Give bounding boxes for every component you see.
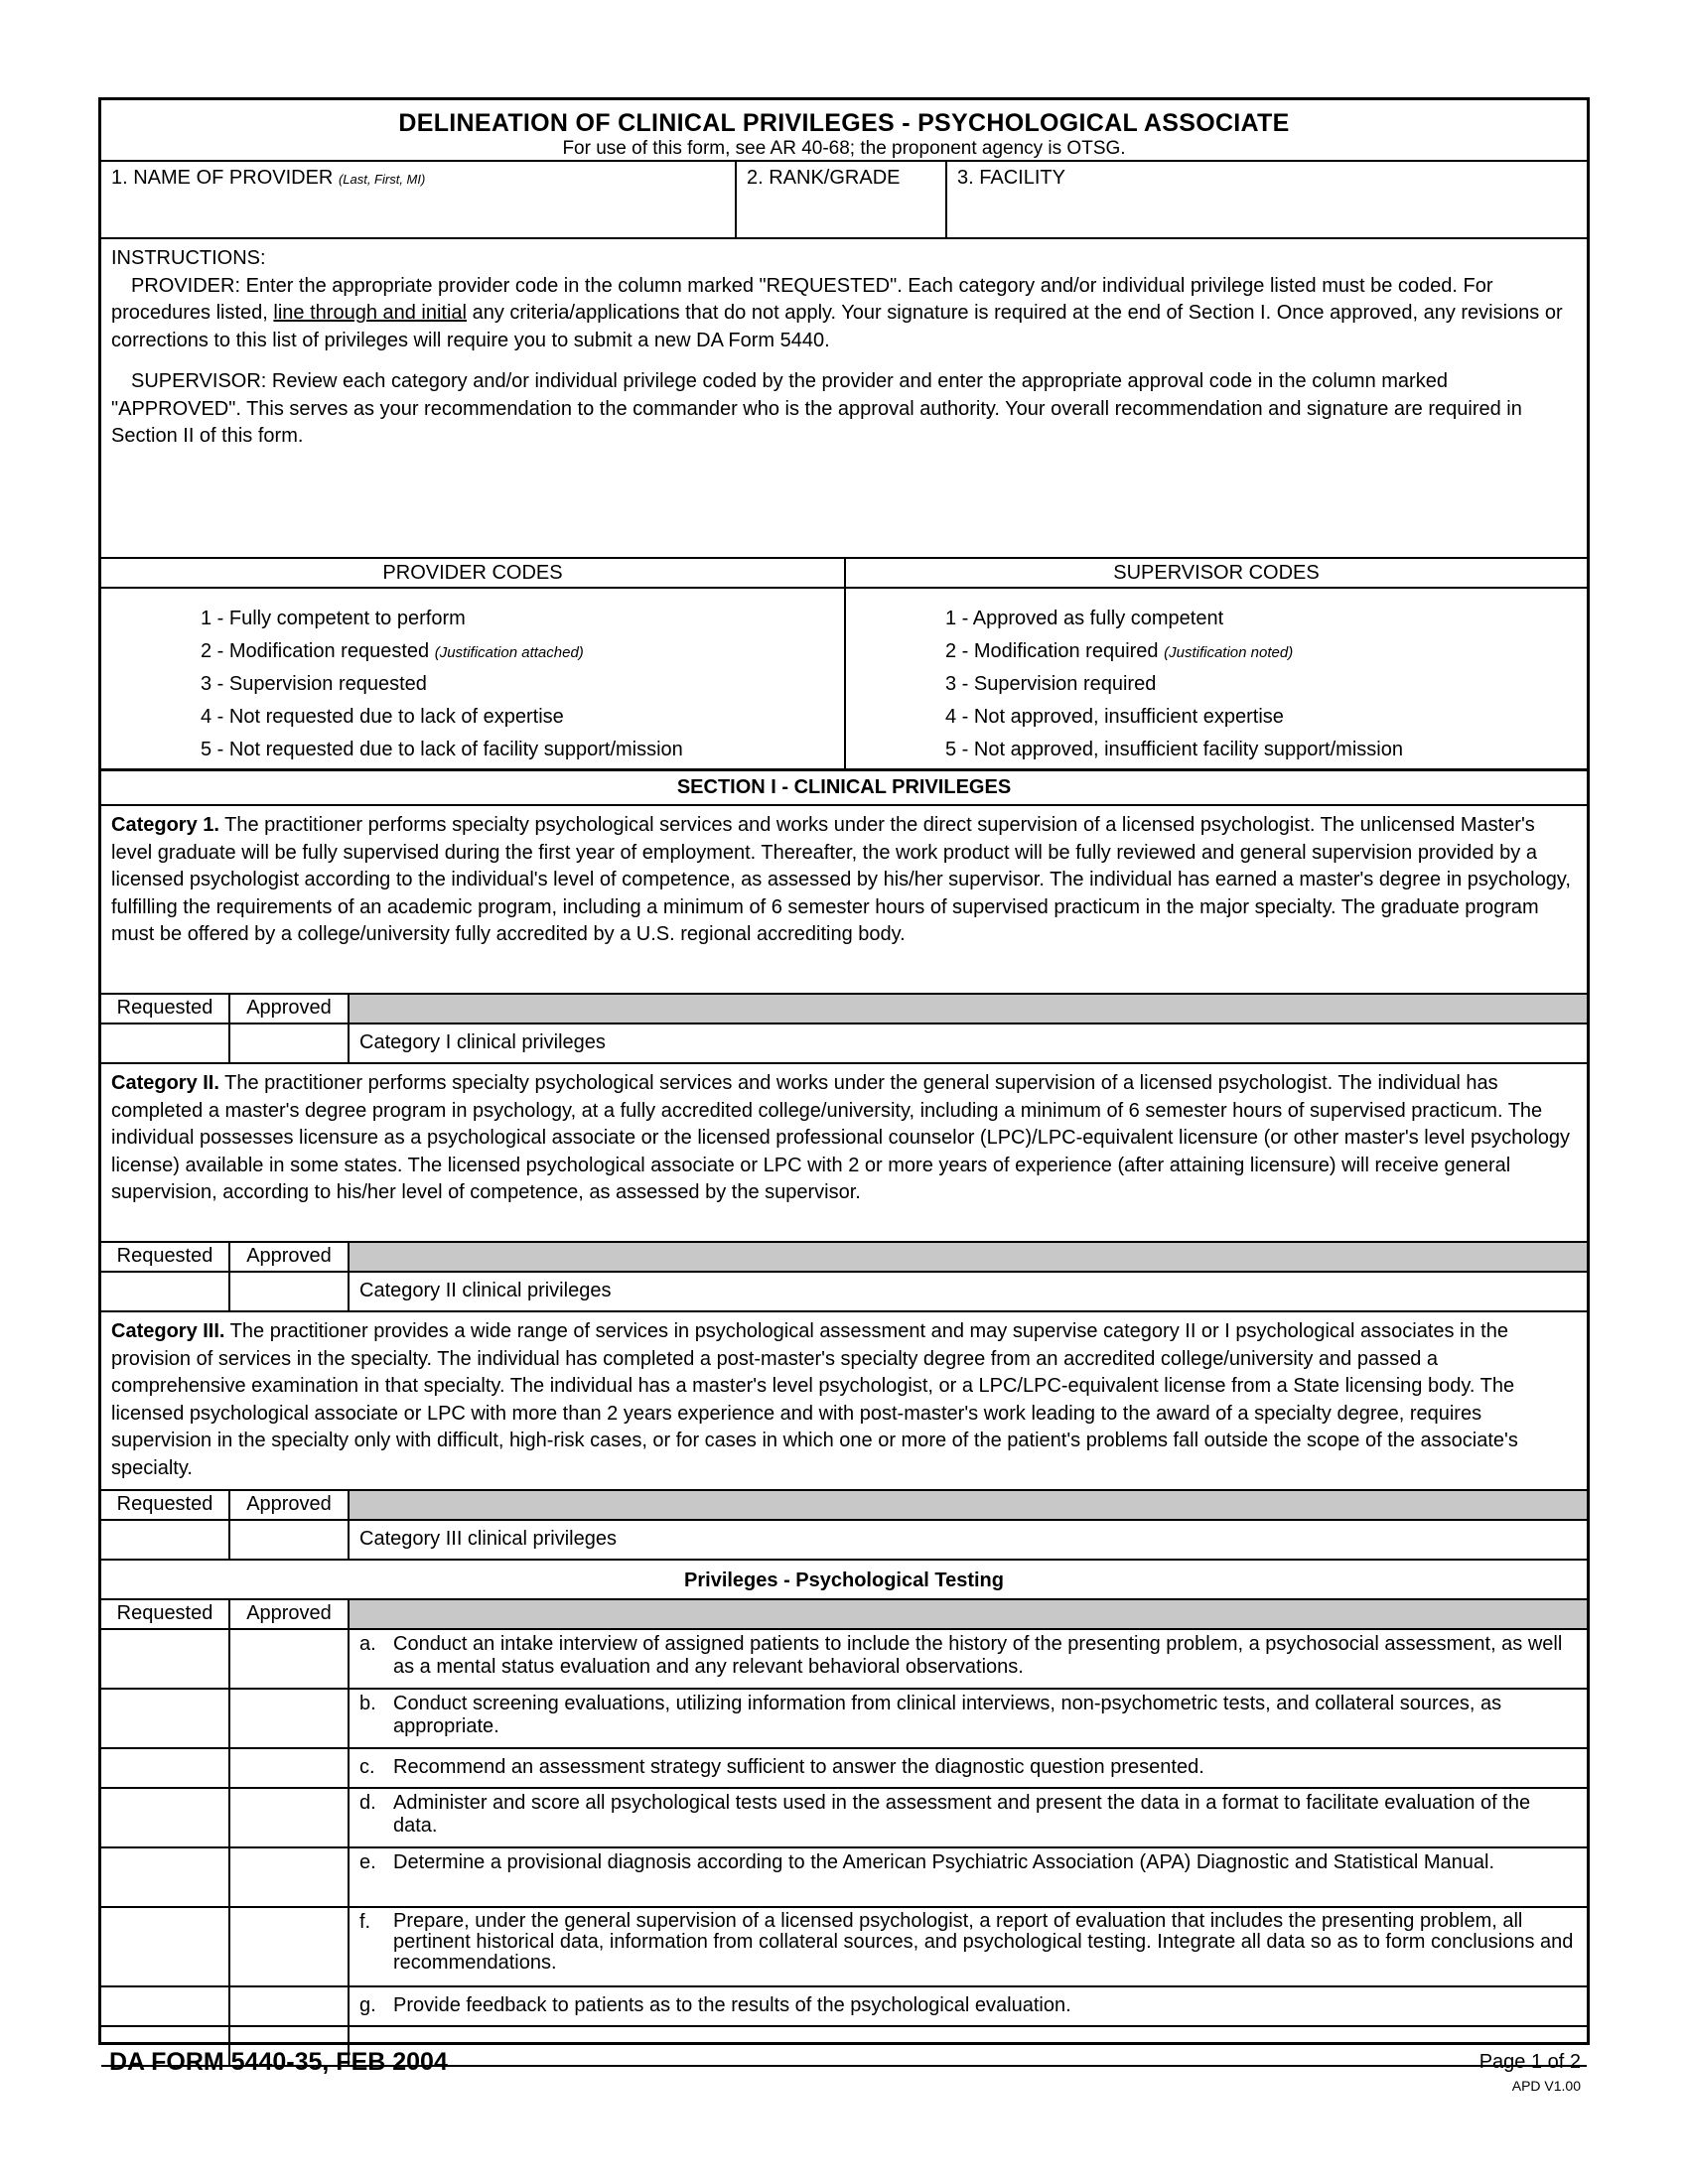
provider-code-1: 1 - Fully competent to perform xyxy=(201,608,466,629)
supervisor-codes-list xyxy=(846,589,1587,768)
cat2-privilege-row xyxy=(101,1273,1587,1312)
category-2-text: The practitioner performs specialty psychological services and works under the general supervision of a licensed psychologist. The individual has completed a master's degree program in psychology, at a fully accredited college/university, including a minimum of 6 semester hours of supervised practicum. The individual possesses licensure as a psychological associate or the licensed professional counselor (LPC)/LPC-equivalent licensure (or other master's level psychology license) available in some states. The licensed psychological associate or LPC with 2 or more years of experience (after attaining licensure) will receive general supervision, according to his/her level of competence, as assessed by the supervisor. xyxy=(111,1072,1571,1203)
provider-code-3: 3 - Supervision requested xyxy=(201,673,427,695)
item-a-text: Conduct an intake interview of assigned patients to include the history of the presenting problem, a psychosocial assessment, as well as a mental status evaluation and any relevant behavioral observations. xyxy=(393,1633,1563,1678)
supervisor-code-2-note: (Justification noted) xyxy=(1164,644,1294,661)
item-a-desc xyxy=(350,1630,1587,1688)
cat3-column-header xyxy=(101,1491,1587,1521)
item-f-text: Prepare, under the general supervision of a licensed psychologist, a report of evaluation that includes the presenting problem, all pertinent historical data, information from collateral sources, and psychological testing. Integrate all data so as to form conclusions and recommendations. xyxy=(393,1910,1574,1974)
item-e-text: Determine a provisional diagnosis according to the American Psychiatric Association (APA) Diagnostic and Statistical Manual. xyxy=(393,1851,1495,1873)
item-e-approved-cell[interactable] xyxy=(230,1848,350,1906)
header-shade xyxy=(350,995,1587,1023)
item-c-desc xyxy=(350,1749,1587,1787)
item-g-label: g. xyxy=(359,1994,376,2016)
supervisor-code-3: 3 - Supervision required xyxy=(945,673,1157,695)
item-d-label: d. xyxy=(359,1792,376,1814)
testing-title: Privileges - Psychological Testing xyxy=(101,1561,1587,1600)
category-2-description xyxy=(101,1064,1587,1243)
rank-label: 2. RANK/GRADE xyxy=(747,167,901,189)
supervisor-instructions: SUPERVISOR: Review each category and/or individual privilege coded by the provider and enter the appropriate approval code in the column marked "APPROVED". This serves as your recommendation to the commander who is the approval authority. Your overall recommendation and signature are required in Section II of this form. xyxy=(111,370,1522,447)
provider-code-5: 5 - Not requested due to lack of facility support/mission xyxy=(201,739,683,760)
codes-header-row xyxy=(101,557,1587,587)
provider-header xyxy=(101,162,1587,239)
cat1-column-header xyxy=(101,995,1587,1024)
blank-1-desc[interactable] xyxy=(350,2027,1587,2065)
item-d-text: Administer and score all psychological tests used in the assessment and present the data in a format to facilitate evaluation of the data. xyxy=(393,1792,1531,1837)
item-d-approved-cell[interactable] xyxy=(230,1789,350,1846)
category-3-text: The practitioner provides a wide range of services in psychological assessment and may supervise category II or I psychological associates in the provision of services in the specialty. The individual has completed a post-master's specialty degree from an accredited college/university and passed a comprehensive examination in that specialty. The individual has a master's level psychologist, or a LPC/LPC-equivalent license from a State licensing body. The licensed psychological associate or LPC with more than 2 years experience and with post-master's work leading to the award of a specialty degree, requires supervision in the specialty only with difficult, high-risk cases, or for cases in which one or more of the patient's problems fall outside the scope of the associate's specialty. xyxy=(111,1320,1518,1479)
item-a-requested-cell[interactable] xyxy=(101,1630,230,1688)
header-shade xyxy=(350,1600,1587,1628)
cat1-privilege-row xyxy=(101,1024,1587,1064)
approved-header: Approved xyxy=(230,995,350,1023)
item-b-label: b. xyxy=(359,1693,376,1714)
form-version: APD V1.00 xyxy=(1511,2078,1581,2094)
cat2-approved-cell[interactable] xyxy=(230,1273,350,1310)
privilege-item-g xyxy=(101,1987,1587,2027)
name-hint: (Last, First, MI) xyxy=(338,172,426,187)
item-b-approved-cell[interactable] xyxy=(230,1690,350,1747)
provider-instr-underlined: line through and initial xyxy=(273,302,468,324)
item-g-approved-cell[interactable] xyxy=(230,1987,350,2025)
item-f-requested-cell[interactable] xyxy=(101,1908,230,1985)
item-c-requested-cell[interactable] xyxy=(101,1749,230,1787)
privilege-item-e xyxy=(101,1848,1587,1908)
category-1-text: The practitioner performs specialty psychological services and works under the direct supervision of a licensed psychologist. The unlicensed Master's level graduate will be fully supervised during the first year of employment. Thereafter, the work product will be fully reviewed and general supervision provided by a licensed psychologist according to the individual's level of competence, as assessed by his/her supervisor. The individual has earned a master's degree in psychology, fulfilling the requirements of an academic program, including a minimum of 6 semester hours of supervised practicum in the major specialty. The graduate program must be offered by a college/university fully accredited by a U.S. regional accrediting body. xyxy=(111,814,1571,945)
item-g-text: Provide feedback to patients as to the results of the psychological evaluation. xyxy=(393,1994,1071,2016)
form-title-block xyxy=(101,100,1587,162)
item-g-desc xyxy=(350,1987,1587,2025)
cat2-column-header xyxy=(101,1243,1587,1273)
item-g-requested-cell[interactable] xyxy=(101,1987,230,2025)
supervisor-code-2-text: 2 - Modification required xyxy=(945,640,1159,662)
form-title: DELINEATION OF CLINICAL PRIVILEGES - PSYCHOLOGICAL ASSOCIATE xyxy=(398,109,1290,137)
cat3-requested-cell[interactable] xyxy=(101,1521,230,1559)
rank-grade-field[interactable] xyxy=(737,162,947,237)
provider-code-2-note: (Justification attached) xyxy=(434,644,584,661)
supervisor-codes-header: SUPERVISOR CODES xyxy=(1113,562,1320,584)
item-f-approved-cell[interactable] xyxy=(230,1908,350,1985)
category-1-label: Category 1. xyxy=(111,814,219,836)
supervisor-code-1: 1 - Approved as fully competent xyxy=(945,608,1224,629)
item-d-desc xyxy=(350,1789,1587,1846)
privilege-item-a xyxy=(101,1630,1587,1690)
provider-instr-text-2: any criteria/applications that do not apply. Your signature is required at the end of Section I. Once approved, any revisions or corrections to this list of privileges will require you to submit a new DA Form 5440. xyxy=(111,302,1563,351)
category-1-description xyxy=(101,806,1587,995)
header-shade xyxy=(350,1243,1587,1271)
privilege-item-f xyxy=(101,1908,1587,1987)
facility-field[interactable] xyxy=(947,162,1587,237)
cat3-privilege-row xyxy=(101,1521,1587,1561)
item-b-text: Conduct screening evaluations, utilizing information from clinical interviews, non-psychometric tests, and collateral sources, as appropriate. xyxy=(393,1693,1502,1737)
item-c-approved-cell[interactable] xyxy=(230,1749,350,1787)
provider-code-2 xyxy=(201,635,844,668)
provider-instructions xyxy=(111,273,1577,355)
provider-code-4: 4 - Not requested due to lack of expertise xyxy=(201,706,564,728)
provider-instr-text: PROVIDER: Enter the appropriate provider code in the column marked "REQUESTED". Each category and/or individual privilege listed must be coded. For procedures listed, xyxy=(111,274,1493,324)
cat2-requested-cell[interactable] xyxy=(101,1273,230,1310)
header-shade xyxy=(350,1491,1587,1519)
supervisor-code-4: 4 - Not approved, insufficient expertise xyxy=(945,706,1284,728)
supervisor-code-5: 5 - Not approved, insufficient facility support/mission xyxy=(945,739,1403,760)
section-1-title: SECTION I - CLINICAL PRIVILEGES xyxy=(101,771,1587,806)
privilege-item-b xyxy=(101,1690,1587,1749)
item-d-requested-cell[interactable] xyxy=(101,1789,230,1846)
cat1-privilege-label: Category I clinical privileges xyxy=(359,1031,606,1053)
provider-codes-list xyxy=(101,589,846,768)
item-e-requested-cell[interactable] xyxy=(101,1848,230,1906)
approved-header: Approved xyxy=(230,1600,350,1628)
testing-column-header xyxy=(101,1600,1587,1630)
item-e-label: e. xyxy=(359,1851,376,1873)
requested-header: Requested xyxy=(101,995,230,1023)
cat1-requested-cell[interactable] xyxy=(101,1024,230,1062)
item-b-requested-cell[interactable] xyxy=(101,1690,230,1747)
name-label: 1. NAME OF PROVIDER xyxy=(111,167,334,189)
form-subtitle: For use of this form, see AR 40-68; the proponent agency is OTSG. xyxy=(562,138,1126,159)
requested-header: Requested xyxy=(101,1243,230,1271)
provider-code-2-text: 2 - Modification requested xyxy=(201,640,430,662)
item-f-label: f. xyxy=(359,1911,371,1933)
item-b-desc xyxy=(350,1690,1587,1747)
provider-codes-header: PROVIDER CODES xyxy=(101,559,846,587)
requested-header: Requested xyxy=(101,1600,230,1628)
cat3-privilege-label: Category III clinical privileges xyxy=(359,1528,617,1550)
category-3-description xyxy=(101,1312,1587,1491)
privilege-item-d xyxy=(101,1789,1587,1848)
item-c-text: Recommend an assessment strategy sufficient to answer the diagnostic question presented. xyxy=(393,1756,1204,1778)
cat1-approved-cell[interactable] xyxy=(230,1024,350,1062)
category-2-label: Category II. xyxy=(111,1072,219,1094)
item-a-label: a. xyxy=(359,1633,376,1655)
facility-label: 3. FACILITY xyxy=(957,167,1065,189)
supervisor-code-2 xyxy=(945,635,1587,668)
category-3-label: Category III. xyxy=(111,1320,225,1342)
approved-header: Approved xyxy=(230,1243,350,1271)
item-c-label: c. xyxy=(359,1756,375,1778)
cat3-approved-cell[interactable] xyxy=(230,1521,350,1559)
item-f-desc xyxy=(350,1908,1587,1985)
form-number: DA FORM 5440-35, FEB 2004 xyxy=(109,2048,448,2076)
instructions-heading: INSTRUCTIONS: xyxy=(111,247,266,269)
instructions xyxy=(101,239,1587,557)
approved-header: Approved xyxy=(230,1491,350,1519)
privileges-form xyxy=(98,97,1590,2045)
cat2-privilege-label: Category II clinical privileges xyxy=(359,1280,612,1301)
item-e-desc xyxy=(350,1848,1587,1906)
requested-header: Requested xyxy=(101,1491,230,1519)
item-a-approved-cell[interactable] xyxy=(230,1630,350,1688)
name-of-provider-field[interactable] xyxy=(101,162,737,237)
codes-body xyxy=(101,587,1587,771)
privilege-item-c xyxy=(101,1749,1587,1789)
page-number: Page 1 of 2 xyxy=(1478,2051,1581,2073)
page-info xyxy=(1479,2051,1581,2094)
